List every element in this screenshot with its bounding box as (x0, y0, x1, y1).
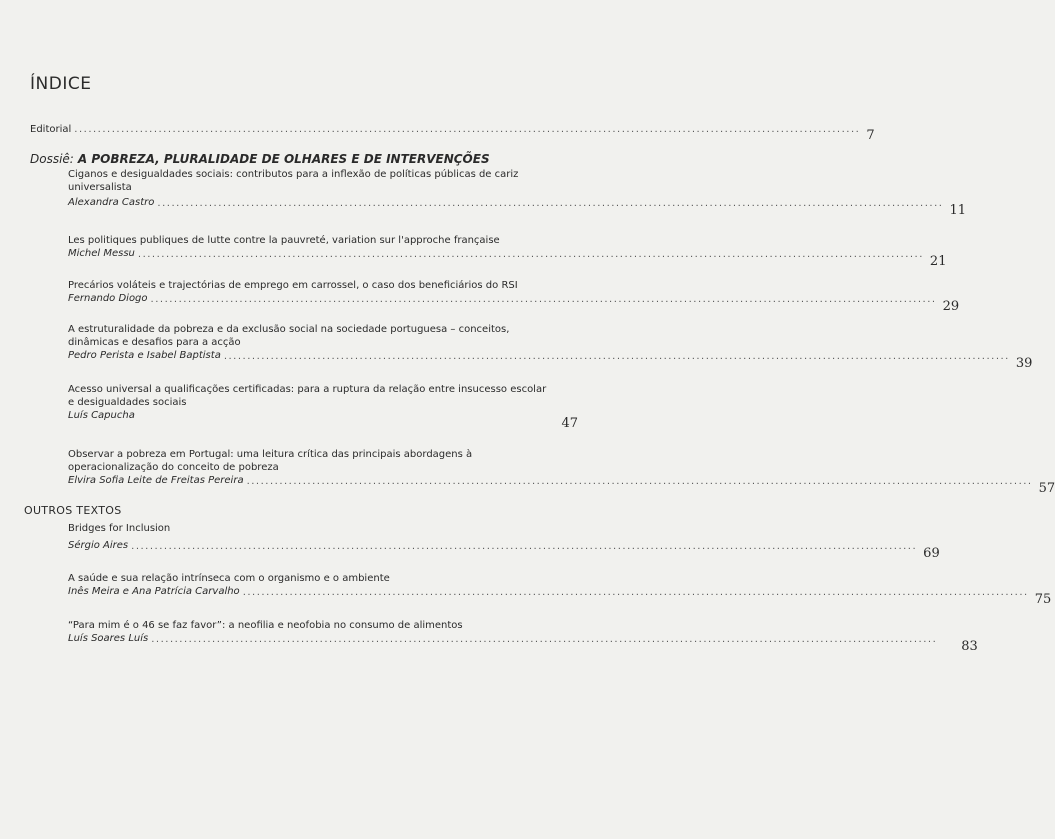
leader-dots: ........................................................................................................................................................................ (223, 351, 1010, 362)
entry-title: Ciganos e desigualdades sociais: contributos para a inflexão de políticas públicas de cariz universalista (68, 169, 519, 193)
entry-author: Sérgio Aires (68, 540, 129, 551)
leader-dots: ........................................................................................................................................................................ (242, 587, 1029, 598)
entry-author: Luís Capucha (68, 410, 135, 421)
entry-author: Fernando Diogo (68, 293, 148, 304)
leader-dots: ........................................................................................................................................................................ (137, 249, 924, 260)
page-number: 21 (929, 254, 947, 269)
page-number: 83 (961, 639, 978, 654)
toc-entry (68, 522, 940, 561)
entry-author: Michel Messu (68, 248, 135, 259)
entry-title: A saúde e sua relação intrínseca com o organismo e o ambiente (68, 573, 390, 584)
page-number: 11 (949, 203, 966, 218)
toc-entry (68, 572, 1052, 607)
dossie-heading (30, 152, 490, 166)
entry-author: Luís Soares Luís (68, 633, 149, 644)
toc-entry (68, 323, 1033, 371)
entry-author: Pedro Perista e Isabel Baptista (68, 350, 221, 361)
leader-dots: ........................................................................................................................................................................ (131, 541, 918, 552)
leader-dots: ........................................................................................................................................................................ (74, 124, 861, 135)
editorial-entry (30, 120, 875, 143)
entry-title: Acesso universal a qualificações certificadas: para a ruptura da relação entre insucesso escolar e desigualdades sociais (68, 384, 547, 408)
entry-title: Bridges for Inclusion (68, 523, 171, 534)
leader-dots: ........................................................................................................................................................................ (151, 634, 938, 645)
editorial-label: Editorial (30, 124, 72, 135)
toc-entry (68, 448, 1055, 496)
page-number: 57 (1038, 481, 1055, 496)
outros-heading: OUTROS TEXTOS (24, 504, 122, 517)
entry-title: “Para mim é o 46 se faz favor”: a neofilia e neofobia no consumo de alimentos (68, 620, 463, 631)
entry-author: Elvira Sofia Leite de Freitas Pereira (68, 475, 244, 486)
dossie-title: A POBREZA, PLURALIDADE DE OLHARES E DE INTERVENÇÕES (77, 152, 490, 166)
entry-author: Alexandra Castro (68, 197, 155, 208)
entry-title: Precários voláteis e trajectórias de emprego em carrossel, o caso dos beneficiários do RSI (68, 280, 518, 291)
entry-title: Observar a pobreza em Portugal: uma leitura crítica das principais abordagens à operacionalização do conceito de pobreza (68, 449, 473, 473)
entry-author: Inês Meira e Ana Patrícia Carvalho (68, 586, 240, 597)
toc-entry (68, 619, 978, 654)
entry-title: Les politiques publiques de lutte contre la pauvreté, variation sur l'approche française (68, 235, 500, 246)
page-number: 39 (1015, 356, 1033, 371)
page-number: 7 (866, 128, 875, 143)
dossie-label: Dossiê: (30, 152, 74, 166)
page-title: ÍNDICE (30, 74, 92, 94)
toc-entry (68, 168, 966, 218)
toc-entry (68, 383, 578, 431)
leader-dots: ........................................................................................................................................................................ (246, 476, 1033, 487)
leader-dots: ........................................................................................................................................................................ (150, 294, 937, 305)
toc-entry (68, 234, 947, 269)
page-number: 75 (1034, 592, 1052, 607)
leader-dots: ........................................................................................................................................................................ (157, 198, 944, 209)
entry-title: A estruturalidade da pobreza e da exclusão social na sociedade portuguesa – conceitos, dinâmicas e desafios para a acção (68, 324, 510, 348)
page-number: 29 (942, 299, 960, 314)
page-number: 69 (923, 546, 940, 561)
page-number: 47 (561, 416, 578, 431)
toc-entry (68, 279, 960, 314)
